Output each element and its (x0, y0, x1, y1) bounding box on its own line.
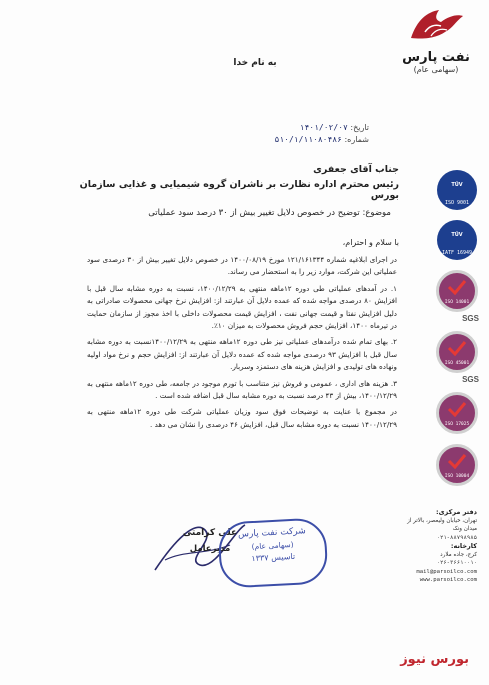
factory-address: کرج، جاده ملارد (440, 551, 477, 558)
stamp-line: تاسیس ۱۳۳۷ (251, 551, 296, 564)
factory-head: کارخانه: (450, 542, 477, 550)
letter-subject: موضوع: توضیح در خصوص دلایل تغییر بیش از ۳۰ درصد سود عملیاتی (148, 208, 391, 218)
body-paragraph: ۳. هزینه های اداری ، عمومی و فروش نیز متناسب با تورم موجود در جامعه، طی دوره ۱۲ماهه منتهی به ۱۴۰۰/۱۲/۲۹، بیش از ۴۳ درصد نسبت به دوره مشابه سال قبل اضافه شده است . (87, 378, 397, 401)
body-paragraph: در اجرای ابلاغیه شماره ۱۲۱/۱۶۱۳۴۴ مورخ ۱۴۰۰/۰۸/۱۹ در خصوص دلایل تغییر بیش از ۳۰ درصدی سود عملیاتی این شرکت، موارد زیر را به استحضار می رساند. (87, 255, 397, 277)
company-logo (401, 6, 471, 74)
date-value: ۱۴۰۱/۰۲/۰۷ (299, 123, 348, 132)
tuv-cert-icon: TÜV ISO 9001 (437, 170, 477, 210)
griffin-logo-icon (405, 6, 467, 46)
addressee-name: جناب آقای جعفری (313, 164, 399, 175)
basmala: به نام خدا (233, 58, 277, 68)
body-paragraph: ۱. در آمدهای عملیاتی طی دوره ۱۲ماهه منتهی به ۱۴۰۰/۱۲/۲۹، نسبت به دوره مشابه سال قبل با افزایش ۸۰ درصدی مواجه شده که عمده دلایل آن عبارتند از: افزایش نرخ جهانی محصولات صادراتی به دلیل افزایش نفتا و قیمت جهانی نفت ، افزایش قیمت محصولات داخلی با اخذ مجوز از سازمان حمایت در تیرماه ۱۴۰۰، افزایش حجم فروش محصولات به میزان ۱۰٪. (87, 283, 397, 331)
company-address (399, 508, 477, 585)
signer-title: مدیرعامل (189, 544, 231, 554)
letter-body (87, 254, 397, 435)
website-link[interactable]: www.parsoilco.com (419, 577, 477, 583)
number-label: شماره: (344, 135, 369, 144)
company-type: (سهامی عام) (413, 65, 459, 74)
office-address: تهران، خیابان ولیعصر، بالاتر از میدان ونک (407, 517, 477, 532)
sgs-cert-icon: ISO 14001 (436, 270, 478, 312)
sgs-cert-icon: ISO 10004 (436, 444, 478, 486)
sgs-cert-icon: ISO 17025 (436, 392, 478, 434)
tuv-cert-icon: TÜV IATF 16949 (437, 220, 477, 260)
office-phone: ۰۲۱-۸۸۷۹۸۹۸۵ (436, 534, 477, 541)
certificate-column (435, 170, 479, 496)
number-value: ۵۱۰/۱/۱۱۰۸۰۴۸۶ (274, 135, 342, 144)
date-label: تاریخ: (350, 123, 369, 132)
office-head: دفتر مرکزی: (436, 508, 477, 516)
factory-phone: ۰۲۶-۳۶۶۱۰۰۱۰ (436, 560, 477, 566)
greeting: با سلام و احترام، (342, 238, 399, 247)
company-name: نفت پارس (402, 50, 470, 65)
body-paragraph: ۲. بهای تمام شده درآمدهای عملیاتی نیز طی دوره ۱۲ماهه منتهی به ۱۴۰۰/۱۲/۲۹نسبت به دوره مشابه سال قبل با افزایش ۹۳ درصدی مواجه شده که عمده دلایل آن عبارتند از: افزایش حجم و نرخ مواد اولیه ونهاده های تولیدی و افزایش هزینه های دستمزد وسربار. (87, 337, 397, 372)
email-link[interactable]: mail@parsoilco.com (416, 568, 477, 575)
stamp-line: (سهامی عام) (251, 539, 294, 552)
sgs-mark: SGS (462, 375, 479, 384)
letter-meta (209, 122, 369, 146)
sgs-mark: SGS (462, 314, 479, 323)
company-stamp (217, 517, 328, 589)
source-watermark: بورس نیوز (400, 652, 469, 667)
addressee-org: رئیس محترم اداره نظارت بر ناشران گروه شیمیایی و غذایی سازمان بورس (79, 179, 399, 201)
body-paragraph: در مجموع با عنایت به توضیحات فوق سود وزیان عملیاتی شرکت طی دوره ۱۲ماهه منتهی به ۱۴۰۰/۱۲/۲۹ نسبت به دوره مشابه سال قبل، افزایش ۴۶ درصدی را نشان می دهد . (87, 407, 397, 429)
stamp-line: شرکت نفت پارس (237, 526, 307, 540)
signer-name: علی کرامتی (182, 528, 238, 538)
addressee (49, 164, 399, 201)
sgs-cert-icon: ISO 45001 (436, 331, 478, 373)
